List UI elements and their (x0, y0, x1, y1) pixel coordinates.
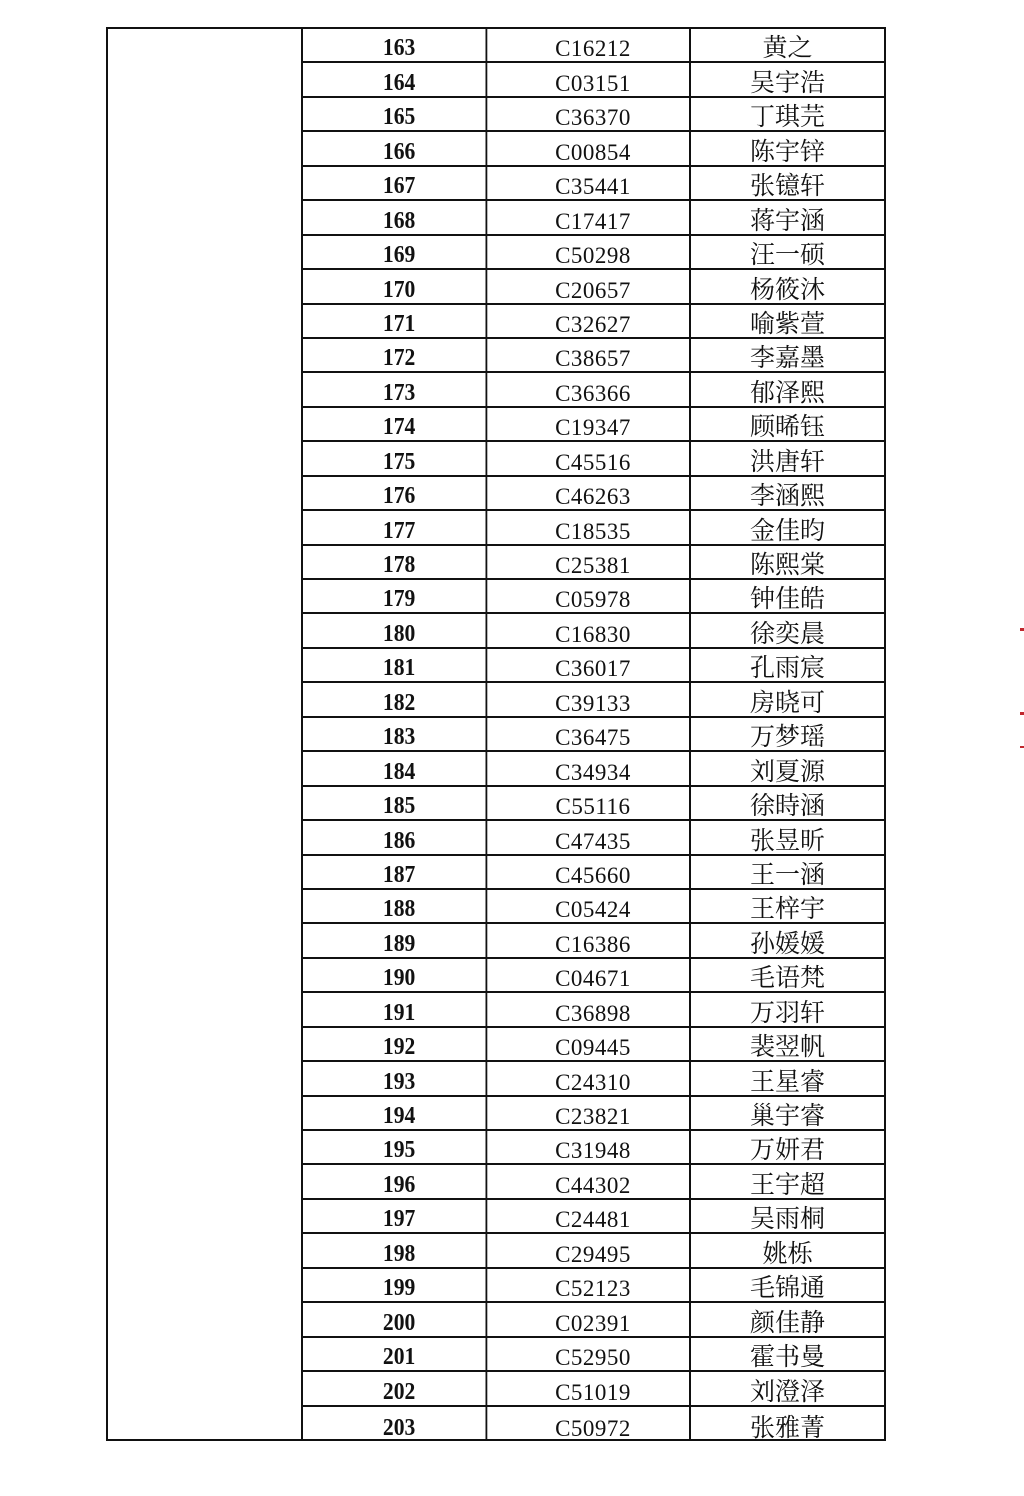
table-row (303, 993, 884, 1027)
table-row (303, 649, 884, 683)
row-number: 186 (313, 821, 488, 853)
row-number: 185 (313, 787, 488, 819)
candidate-code: C16212 (497, 29, 691, 61)
table-row (303, 1131, 884, 1165)
table-row (303, 339, 884, 373)
candidate-code: C52123 (497, 1269, 691, 1301)
table-row (303, 890, 884, 924)
candidate-name: 李嘉墨 (749, 343, 825, 373)
red-edge-mark (1020, 712, 1024, 715)
candidate-name: 王星睿 (749, 1066, 825, 1096)
row-number: 197 (313, 1200, 488, 1232)
candidate-code: C05978 (497, 580, 691, 612)
row-number: 172 (313, 339, 488, 371)
candidate-code: C16386 (497, 924, 691, 956)
candidate-code: C23821 (497, 1097, 691, 1129)
candidate-code: C36475 (497, 718, 691, 750)
merged-left-column (108, 29, 303, 1439)
candidate-name: 黄之 (762, 33, 813, 63)
candidate-name: 万梦瑶 (749, 722, 825, 752)
row-number: 168 (313, 201, 488, 233)
table-row (303, 63, 884, 97)
table-row (303, 614, 884, 648)
row-number: 191 (313, 993, 488, 1025)
candidate-name: 汪一硕 (749, 240, 825, 270)
row-number: 163 (313, 29, 488, 61)
candidate-name: 巢宇睿 (749, 1101, 825, 1130)
candidate-name: 张雅菁 (749, 1412, 825, 1442)
row-number: 183 (313, 718, 488, 750)
candidate-code: C18535 (497, 511, 691, 543)
table-row (303, 442, 884, 476)
table-row (303, 408, 884, 442)
table-row (303, 546, 884, 580)
red-edge-mark (1020, 628, 1024, 631)
table-row (303, 167, 884, 201)
table-row (303, 580, 884, 614)
candidate-code: C44302 (497, 1165, 691, 1197)
row-number: 188 (313, 890, 488, 922)
table-row (303, 1200, 884, 1234)
row-number: 200 (313, 1303, 488, 1335)
row-number: 180 (313, 614, 488, 646)
row-number: 179 (313, 580, 488, 612)
table-row (303, 1165, 884, 1199)
candidate-name: 徐時涵 (749, 791, 825, 821)
row-number: 166 (313, 132, 488, 164)
row-number: 165 (313, 98, 488, 130)
row-number: 202 (313, 1372, 488, 1404)
table-row (303, 821, 884, 855)
table-row (303, 132, 884, 166)
candidate-name: 王宇超 (749, 1169, 825, 1199)
row-number: 187 (313, 856, 488, 888)
candidate-code: C50298 (497, 236, 691, 268)
row-number: 174 (313, 408, 488, 440)
candidate-code: C19347 (497, 408, 691, 440)
table-row (303, 718, 884, 752)
candidate-code: C16830 (497, 614, 691, 646)
candidate-code: C29495 (497, 1234, 691, 1266)
row-number: 192 (313, 1028, 488, 1060)
candidate-code: C32627 (497, 305, 691, 337)
candidate-code: C24310 (497, 1062, 691, 1094)
candidate-name: 毛语梵 (749, 963, 825, 993)
table-row (303, 924, 884, 958)
table-row (303, 270, 884, 304)
candidate-code: C34934 (497, 752, 691, 784)
row-number: 178 (313, 546, 488, 578)
candidate-code: C45516 (497, 442, 691, 474)
candidate-name: 毛锦通 (749, 1273, 825, 1303)
row-number: 169 (313, 236, 488, 268)
candidate-code: C36898 (497, 993, 691, 1025)
table-row (303, 959, 884, 993)
table-row (303, 373, 884, 407)
candidate-code: C31948 (497, 1131, 691, 1163)
candidate-name: 丁琪芫 (749, 102, 825, 132)
table-row (303, 305, 884, 339)
candidate-code: C46263 (497, 477, 691, 509)
table-row (303, 856, 884, 890)
row-number: 199 (313, 1269, 488, 1301)
row-number: 190 (313, 959, 488, 991)
candidate-code: C17417 (497, 201, 691, 233)
table-row (303, 511, 884, 545)
candidate-code: C04671 (497, 959, 691, 991)
candidate-name: 金佳昀 (749, 515, 825, 545)
row-number: 170 (313, 270, 488, 302)
candidate-code: C55116 (497, 787, 691, 819)
table-row (303, 1097, 884, 1131)
candidate-name: 万羽轩 (749, 997, 825, 1027)
candidate-name: 陈熙棠 (749, 550, 825, 579)
red-edge-mark (1020, 746, 1024, 748)
candidate-code: C20657 (497, 270, 691, 302)
candidate-name: 裴翌帆 (749, 1032, 825, 1062)
row-number: 196 (313, 1165, 488, 1197)
candidate-name: 刘澄泽 (749, 1376, 825, 1406)
candidate-code: C51019 (497, 1372, 691, 1404)
candidate-name: 陈宇锌 (749, 136, 825, 166)
row-number: 175 (313, 442, 488, 474)
candidate-name: 孔雨宸 (749, 653, 825, 683)
row-number: 177 (313, 511, 488, 543)
table-row (303, 1028, 884, 1062)
candidate-name: 杨筱沐 (749, 274, 825, 304)
table-row (303, 477, 884, 511)
row-number: 167 (313, 167, 488, 199)
candidate-code: C03151 (497, 63, 691, 95)
candidate-code: C00854 (497, 132, 691, 164)
candidate-name: 洪唐轩 (749, 446, 825, 476)
row-number: 189 (313, 924, 488, 956)
table-row (303, 201, 884, 235)
candidate-name: 万妍君 (749, 1135, 825, 1165)
candidate-name: 房晓可 (749, 687, 825, 717)
candidate-name: 吴雨桐 (749, 1204, 825, 1234)
row-number: 182 (313, 683, 488, 715)
table-row (303, 1372, 884, 1406)
candidate-name: 颜佳静 (749, 1307, 825, 1337)
candidate-code: C38657 (497, 339, 691, 371)
table-row (303, 787, 884, 821)
row-number: 203 (313, 1407, 488, 1441)
candidate-code: C02391 (497, 1303, 691, 1335)
row-number: 176 (313, 477, 488, 509)
candidate-name: 徐奕晨 (749, 618, 825, 648)
candidate-name: 郁泽熙 (749, 377, 825, 407)
candidate-name: 蒋宇涵 (749, 205, 825, 235)
row-number: 184 (313, 752, 488, 784)
candidate-code: C36017 (497, 649, 691, 681)
candidate-code: C47435 (497, 821, 691, 853)
row-number: 171 (313, 305, 488, 337)
row-number: 164 (313, 63, 488, 95)
candidate-code: C24481 (497, 1200, 691, 1232)
candidate-code: C36370 (497, 98, 691, 130)
candidate-code: C09445 (497, 1028, 691, 1060)
roster-table (106, 27, 886, 1441)
candidate-name: 吴宇浩 (749, 67, 825, 97)
candidate-name: 王一涵 (749, 859, 825, 889)
table-row (303, 1234, 884, 1268)
table-body (303, 29, 884, 1442)
row-number: 198 (313, 1234, 488, 1266)
table-row (303, 1303, 884, 1337)
candidate-name: 张镱轩 (749, 171, 825, 201)
table-row (303, 752, 884, 786)
table-row (303, 29, 884, 63)
candidate-code: C25381 (497, 546, 691, 578)
candidate-name: 王梓宇 (749, 894, 825, 924)
row-number: 194 (313, 1097, 488, 1129)
table-row (303, 683, 884, 717)
candidate-code: C50972 (497, 1407, 691, 1441)
row-number: 195 (313, 1131, 488, 1163)
candidate-name: 霍书曼 (749, 1342, 825, 1372)
candidate-name: 孙媛媛 (749, 928, 825, 958)
candidate-name: 顾晞钰 (749, 412, 825, 442)
candidate-code: C35441 (497, 167, 691, 199)
table-row (303, 98, 884, 132)
candidate-name: 喻紫萱 (749, 308, 825, 338)
row-number: 201 (313, 1338, 488, 1370)
candidate-name: 刘夏源 (749, 756, 825, 786)
candidate-name: 李涵熙 (749, 481, 825, 511)
table-row (303, 1269, 884, 1303)
candidate-name: 张昱昕 (749, 825, 825, 855)
candidate-name: 姚栎 (762, 1238, 813, 1268)
table-row (303, 1062, 884, 1096)
table-row (303, 1407, 884, 1441)
candidate-code: C52950 (497, 1338, 691, 1370)
table-row (303, 236, 884, 270)
candidate-name: 钟佳皓 (749, 584, 825, 614)
row-number: 181 (313, 649, 488, 681)
candidate-code: C45660 (497, 856, 691, 888)
candidate-code: C36366 (497, 373, 691, 405)
candidate-code: C39133 (497, 683, 691, 715)
candidate-code: C05424 (497, 890, 691, 922)
row-number: 193 (313, 1062, 488, 1094)
table-row (303, 1338, 884, 1372)
row-number: 173 (313, 373, 488, 405)
